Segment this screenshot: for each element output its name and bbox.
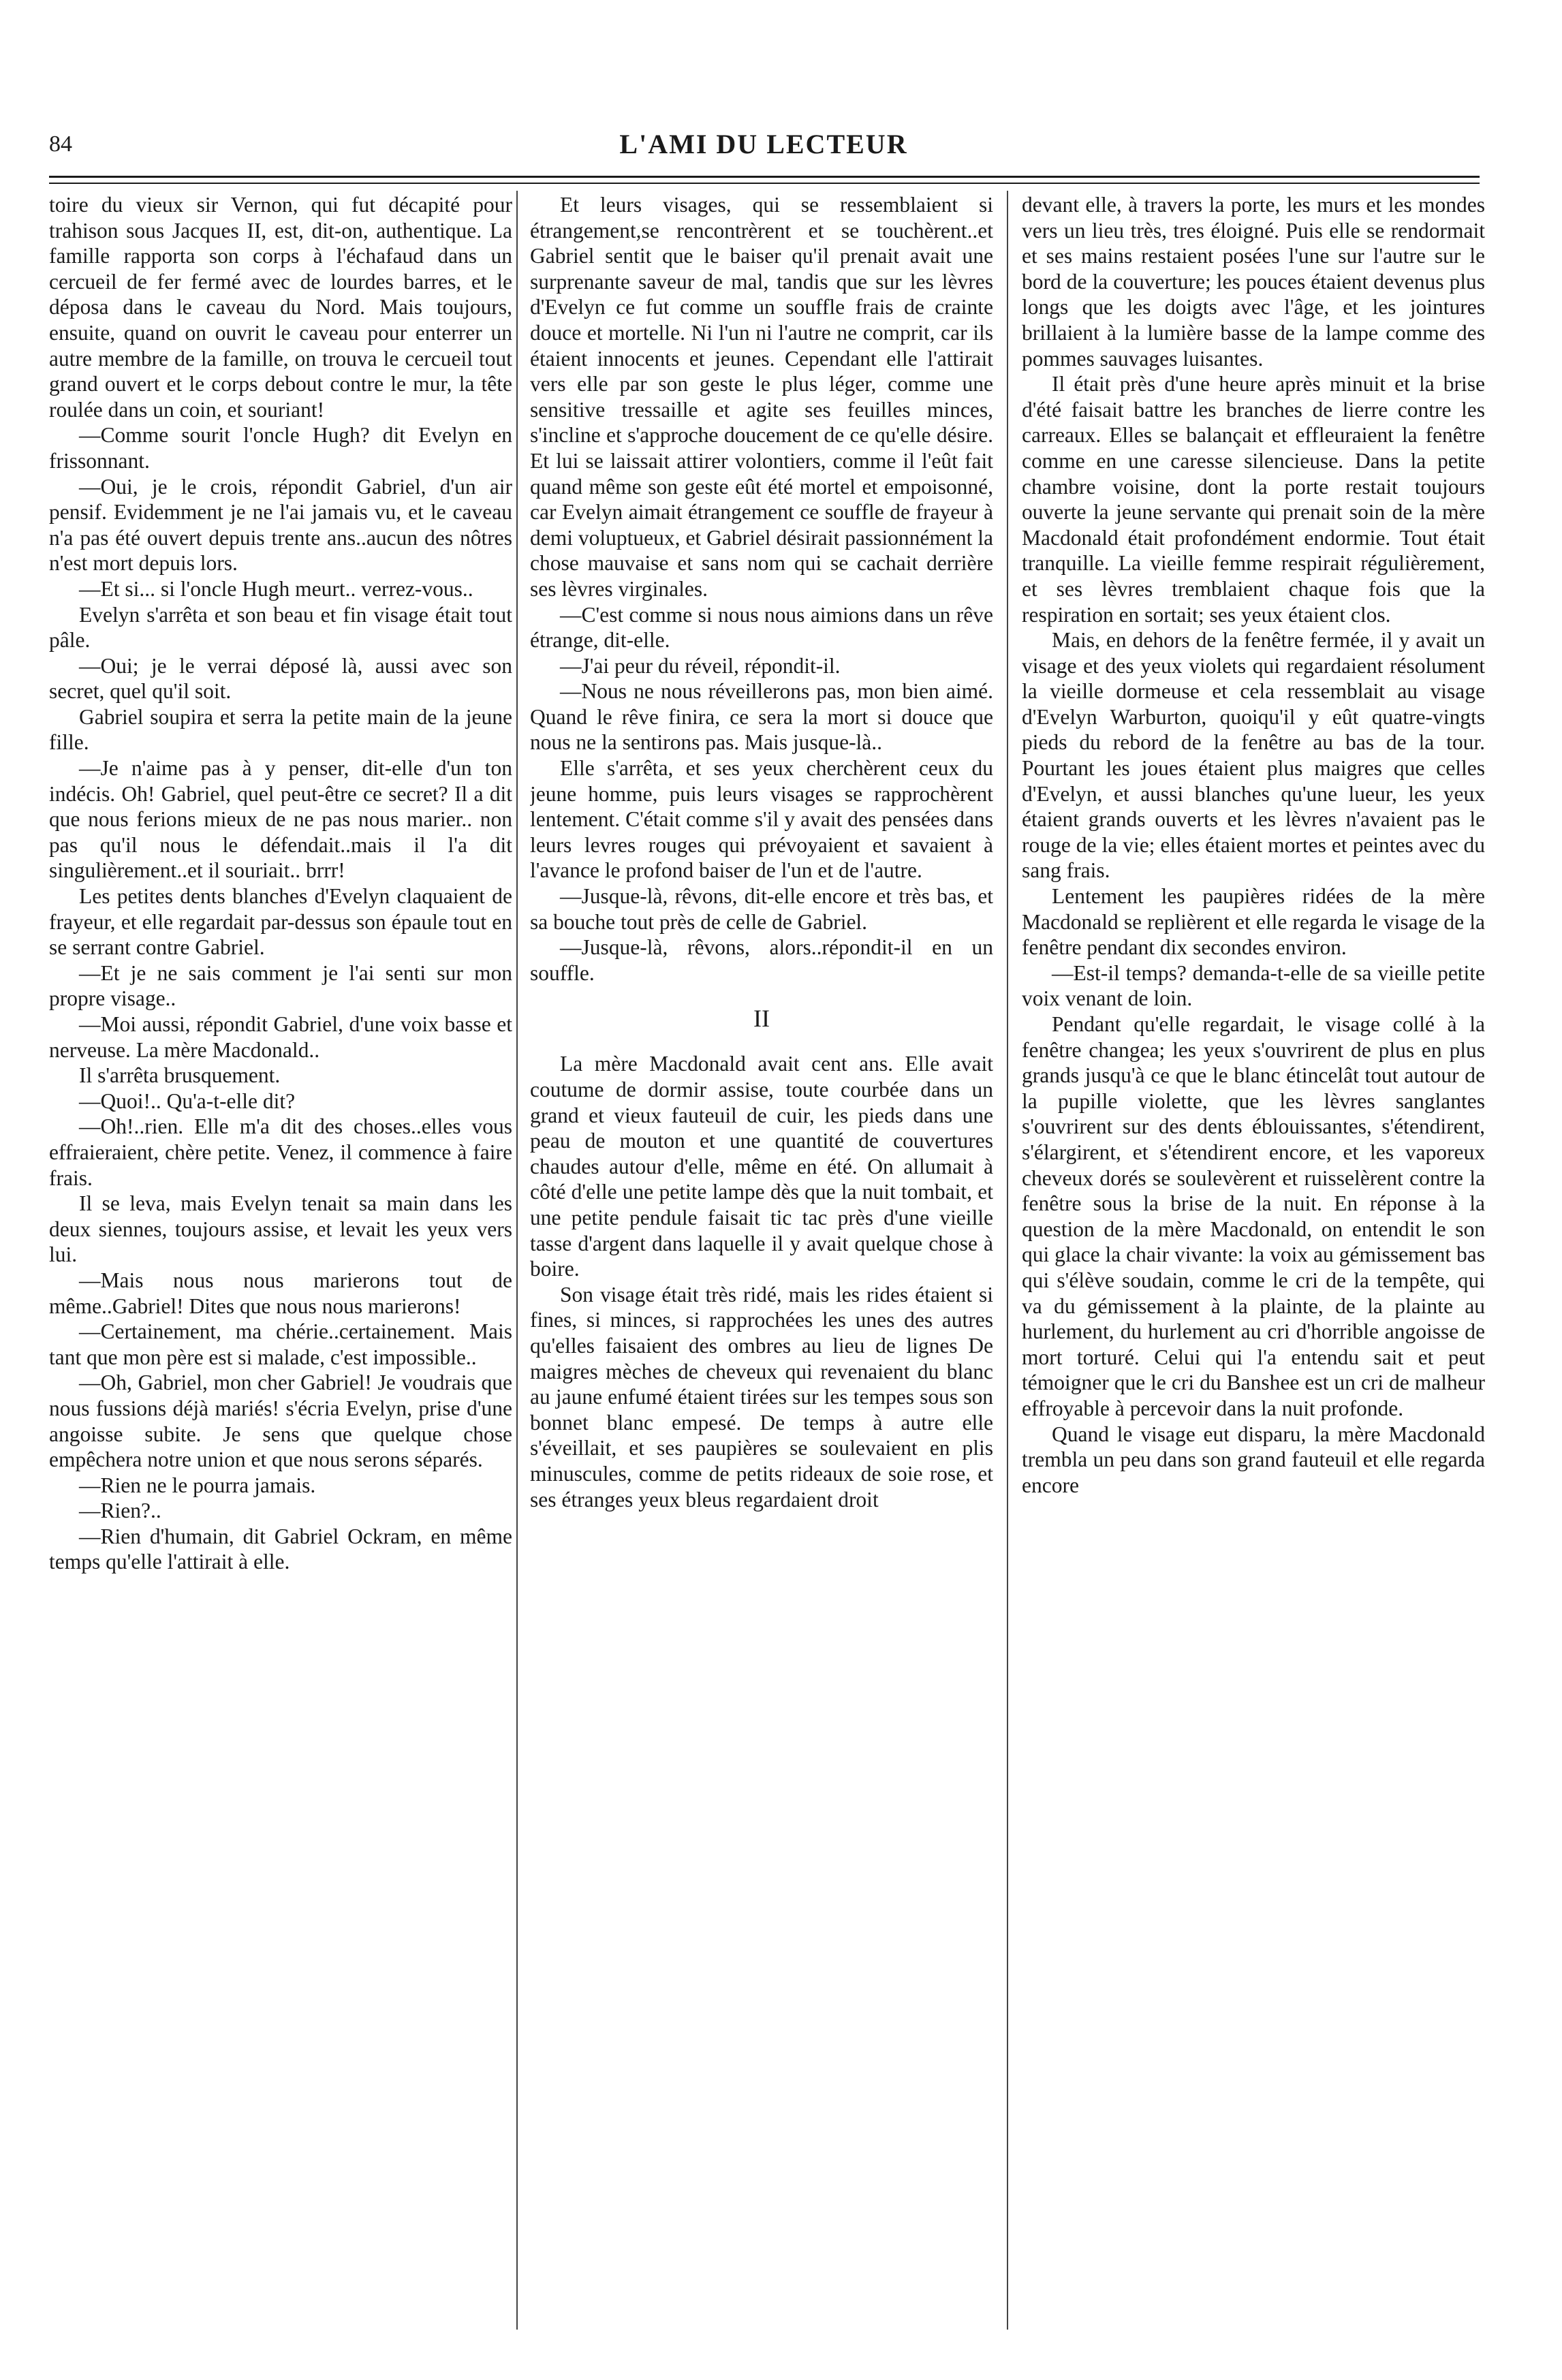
paragraph: —Oui; je le verrai déposé là, aussi avec son secret, quel qu'il soit. <box>49 653 512 704</box>
header-rule <box>49 176 1480 178</box>
text-column-1 <box>49 192 512 2338</box>
paragraph: Il était près d'une heure après minuit et la brise d'été faisait battre les branches de lierre contre les carreaux. Elles se balançait et effleuraient la fenêtre comme en une caresse silencieuse. Dans la petite chambre voisine, dont la porte restait toujours ouverte la jeune servante qui prenait soin de la mère Macdonald était profondément endormie. Tout était tranquille. La vieille femme respirait régulièrement, et ses lèvres tremblaient chaque fois que la respiration en sortait; ses yeux étaient clos. <box>1022 372 1485 627</box>
paragraph: —Et si... si l'oncle Hugh meurt.. verrez-vous.. <box>79 576 473 601</box>
paragraph: Elle s'arrêta, et ses yeux cherchèrent ceux du jeune homme, puis leurs visages se rapprochèrent lentement. C'était comme s'il y avait des pensées dans leurs levres rouges qui prévoyaient et savaient à l'avance le profond baiser de l'un et de l'autre. <box>530 756 993 883</box>
header-rule-secondary <box>49 183 1480 184</box>
paragraph: —Et je ne sais comment je l'ai senti sur mon propre visage.. <box>49 960 512 1011</box>
paragraph: Quand le visage eut disparu, la mère Macdonald trembla un peu dans son grand fauteuil et elle regarda encore <box>1022 1422 1485 1497</box>
paragraph: —Rien?.. <box>79 1499 161 1523</box>
paragraph: Son visage était très ridé, mais les rides étaient si fines, si minces, si rapprochées les unes des autres qu'elles faisaient des ombres au lieu de lignes De maigres mèches de cheveux qui revenaient du blanc au jaune enfumé étaient tirées sur les tempes sous son bonnet blanc empesé. De temps à autre elle s'éveillait, et ses paupières se soulevaient en plis minuscules, comme de petits rideaux de soie rose, et ses étranges yeux bleus regardaient droit <box>530 1282 993 1512</box>
paragraph: —Rien d'humain, dit Gabriel Ockram, en même temps qu'elle l'attirait à elle. <box>49 1524 512 1574</box>
paragraph: —Mais nous nous marierons tout de même..Gabriel! Dites que nous nous marierons! <box>49 1268 512 1318</box>
page-number: 84 <box>49 131 72 157</box>
paragraph: —Moi aussi, répondit Gabriel, d'une voix basse et nerveuse. La mère Macdonald.. <box>49 1012 512 1062</box>
paragraph: —Comme sourit l'oncle Hugh? dit Evelyn en frissonnant. <box>49 423 512 473</box>
paragraph: —Oh!..rien. Elle m'a dit des choses..elles vous effraieraient, chère petite. Venez, il commence à faire frais. <box>49 1114 512 1190</box>
column-divider <box>516 191 518 2330</box>
paragraph: —Certainement, ma chérie..certainement. Mais tant que mon père est si malade, c'est impossible.. <box>49 1319 512 1369</box>
paragraph: —Est-il temps? demanda-t-elle de sa vieille petite voix venant de loin. <box>1022 960 1485 1011</box>
section-heading: II <box>753 1005 770 1033</box>
paragraph: —Quoi!.. Qu'a-t-elle dit? <box>79 1089 296 1113</box>
paragraph: —Je n'aime pas à y penser, dit-elle d'un ton indécis. Oh! Gabriel, quel peut-être ce secret? Il a dit que nous ferions mieux de ne pas nous marier.. non pas qu'il nous le défendait..mais il l'a dit singulièrement..et il souriait.. brrr! <box>49 756 512 883</box>
journal-title: L'AMI DU LECTEUR <box>619 129 908 159</box>
paragraph: toire du vieux sir Vernon, qui fut décapité pour trahison sous Jacques II, est, dit-on, authentique. La famille rapporta son corps à l'échafaud dans un cercueil de fer fermé avec de lourdes barres, et le déposa dans le caveau du Nord. Mais toujours, ensuite, quand on ouvrit le caveau pour enterrer un autre membre de la famille, on trouva le cercueil tout grand ouvert et le corps debout contre le mur, la tête roulée dans un coin, et souriant! <box>49 193 512 422</box>
paragraph: La mère Macdonald avait cent ans. Elle avait coutume de dormir assise, toute courbée dans un grand et vieux fauteuil de cuir, les pieds dans une peau de mouton et une quantité de couvertures chaudes autour d'elle, même en été. On allumait à côté d'elle une petite lampe dès que la nuit tombait, et une petite pendule faisait tic tac près d'une vieille tasse d'argent dans laquelle il y avait quelque chose à boire. <box>530 1052 993 1281</box>
paragraph: Lentement les paupières ridées de la mère Macdonald se replièrent et elle regarda le visage de la fenêtre pendant dix secondes environ. <box>1022 884 1485 960</box>
paragraph: Pendant qu'elle regardait, le visage collé à la fenêtre changea; les yeux s'ouvrirent de plus en plus grands jusqu'à ce que le blanc étincelât tout autour de la pupille violette, que les lèvres sanglantes s'ouvrirent sur des dents éblouissantes, s'étendirent, s'élargirent, et s'étendirent encore, et les vaporeux cheveux dorés se soulevèrent et ruisselèrent contre la fenêtre sous la brise de la nuit. En réponse à la question de la mère Macdonald, on entendit le son qui glace la chair vivante: la voix au gémissement bas qui s'élève soudain, comme le cri de la tempête, qui va du gémissement à la plainte, de la plainte au hurlement, du hurlement au cri d'horrible angoisse de mort torturé. Celui qui l'a entendu sait et peut témoigner que le cri du Banshee est un cri de malheur effroyable à percevoir dans la nuit profonde. <box>1022 1012 1485 1420</box>
paragraph: Gabriel soupira et serra la petite main de la jeune fille. <box>49 704 512 755</box>
paragraph: —Rien ne le pourra jamais. <box>79 1473 316 1497</box>
paragraph: —Oh, Gabriel, mon cher Gabriel! Je voudrais que nous fussions déjà mariés! s'écria Evelyn, prise d'une angoisse subite. Je sens que quelque chose empêchera notre union et que nous serons séparés. <box>49 1371 512 1472</box>
paragraph: —J'ai peur du réveil, répondit-il. <box>560 653 841 678</box>
paragraph: —Oui, je le crois, répondit Gabriel, d'un air pensif. Evidemment je ne l'ai jamais vu, et le caveau n'a pas été ouvert depuis trente ans..aucun des nôtres n'est mort depuis lors. <box>49 474 512 576</box>
paragraph: —C'est comme si nous nous aimions dans un rêve étrange, dit-elle. <box>530 602 993 653</box>
paragraph: Il s'arrêta brusquement. <box>79 1063 281 1088</box>
paragraph: Les petites dents blanches d'Evelyn claquaient de frayeur, et elle regardait par-dessus son épaule tout en se serrant contre Gabriel. <box>49 884 512 960</box>
column-divider <box>1007 191 1008 2330</box>
paragraph: Mais, en dehors de la fenêtre fermée, il y avait un visage et des yeux violets qui regardaient résolument la vieille dormeuse et cela ressemblait au visage d'Evelyn Warburton, quoiqu'il y eût quatre-vingts pieds du rebord de la fenêtre au bas de la tour. Pourtant les joues étaient plus maigres que celles d'Evelyn, et aussi blanches qu'une lueur, les yeux étaient grands ouverts et les lèvres n'avaient pas le rouge de la vie; elles étaient mortes et peintes avec du sang frais. <box>1022 628 1485 883</box>
paragraph: —Jusque-là, rêvons, dit-elle encore et très bas, et sa bouche tout près de celle de Gabriel. <box>530 884 993 934</box>
paragraph: devant elle, à travers la porte, les murs et les mondes vers un lieu très, tres éloigné. Puis elle se rendormait et ses mains restaient posées l'une sur l'autre sur le bord de la couverture; les pouces étaient devenus plus longs que les doigts avec l'âge, et les jointures brillaient à la lumière basse de la lampe comme des pommes sauvages luisantes. <box>1022 193 1485 371</box>
text-column-2 <box>530 192 993 2338</box>
paragraph: Evelyn s'arrêta et son beau et fin visage était tout pâle. <box>49 602 512 653</box>
paragraph: Il se leva, mais Evelyn tenait sa main dans les deux siennes, toujours assise, et levait les yeux vers lui. <box>49 1191 512 1267</box>
paragraph: Et leurs visages, qui se ressemblaient si étrangement,se rencontrèrent et se touchèrent..et Gabriel sentit que le baiser qu'il prenait avait une surprenante saveur de mal, tandis que sur les lèvres d'Evelyn ce fut comme un souffle frais de crainte douce et mortelle. Ni l'un ni l'autre ne comprit, car ils étaient innocents et jeunes. Cependant elle l'attirait vers elle par son geste le plus léger, comme une sensitive tressaille et agite ses feuilles minces, s'incline et s'approche doucement de ce qu'elle désire. Et lui se laissait attirer volontiers, comme il l'eût fait quand même son geste eût été mortel et empoisonné, car Evelyn aimait étrangement ce souffle de frayeur à demi voluptueux, et Gabriel désirait passionnément la chose mauvaise et sans nom qui se cachait derrière ses lèvres virginales. <box>530 193 993 601</box>
paragraph: —Nous ne nous réveillerons pas, mon bien aimé. Quand le rêve finira, ce sera la mort si douce que nous ne la sentirons pas. Mais jusque-là.. <box>530 679 993 755</box>
page-header <box>49 124 1478 165</box>
text-column-3 <box>1022 192 1485 2338</box>
paragraph: —Jusque-là, rêvons, alors..répondit-il en un souffle. <box>530 935 993 985</box>
